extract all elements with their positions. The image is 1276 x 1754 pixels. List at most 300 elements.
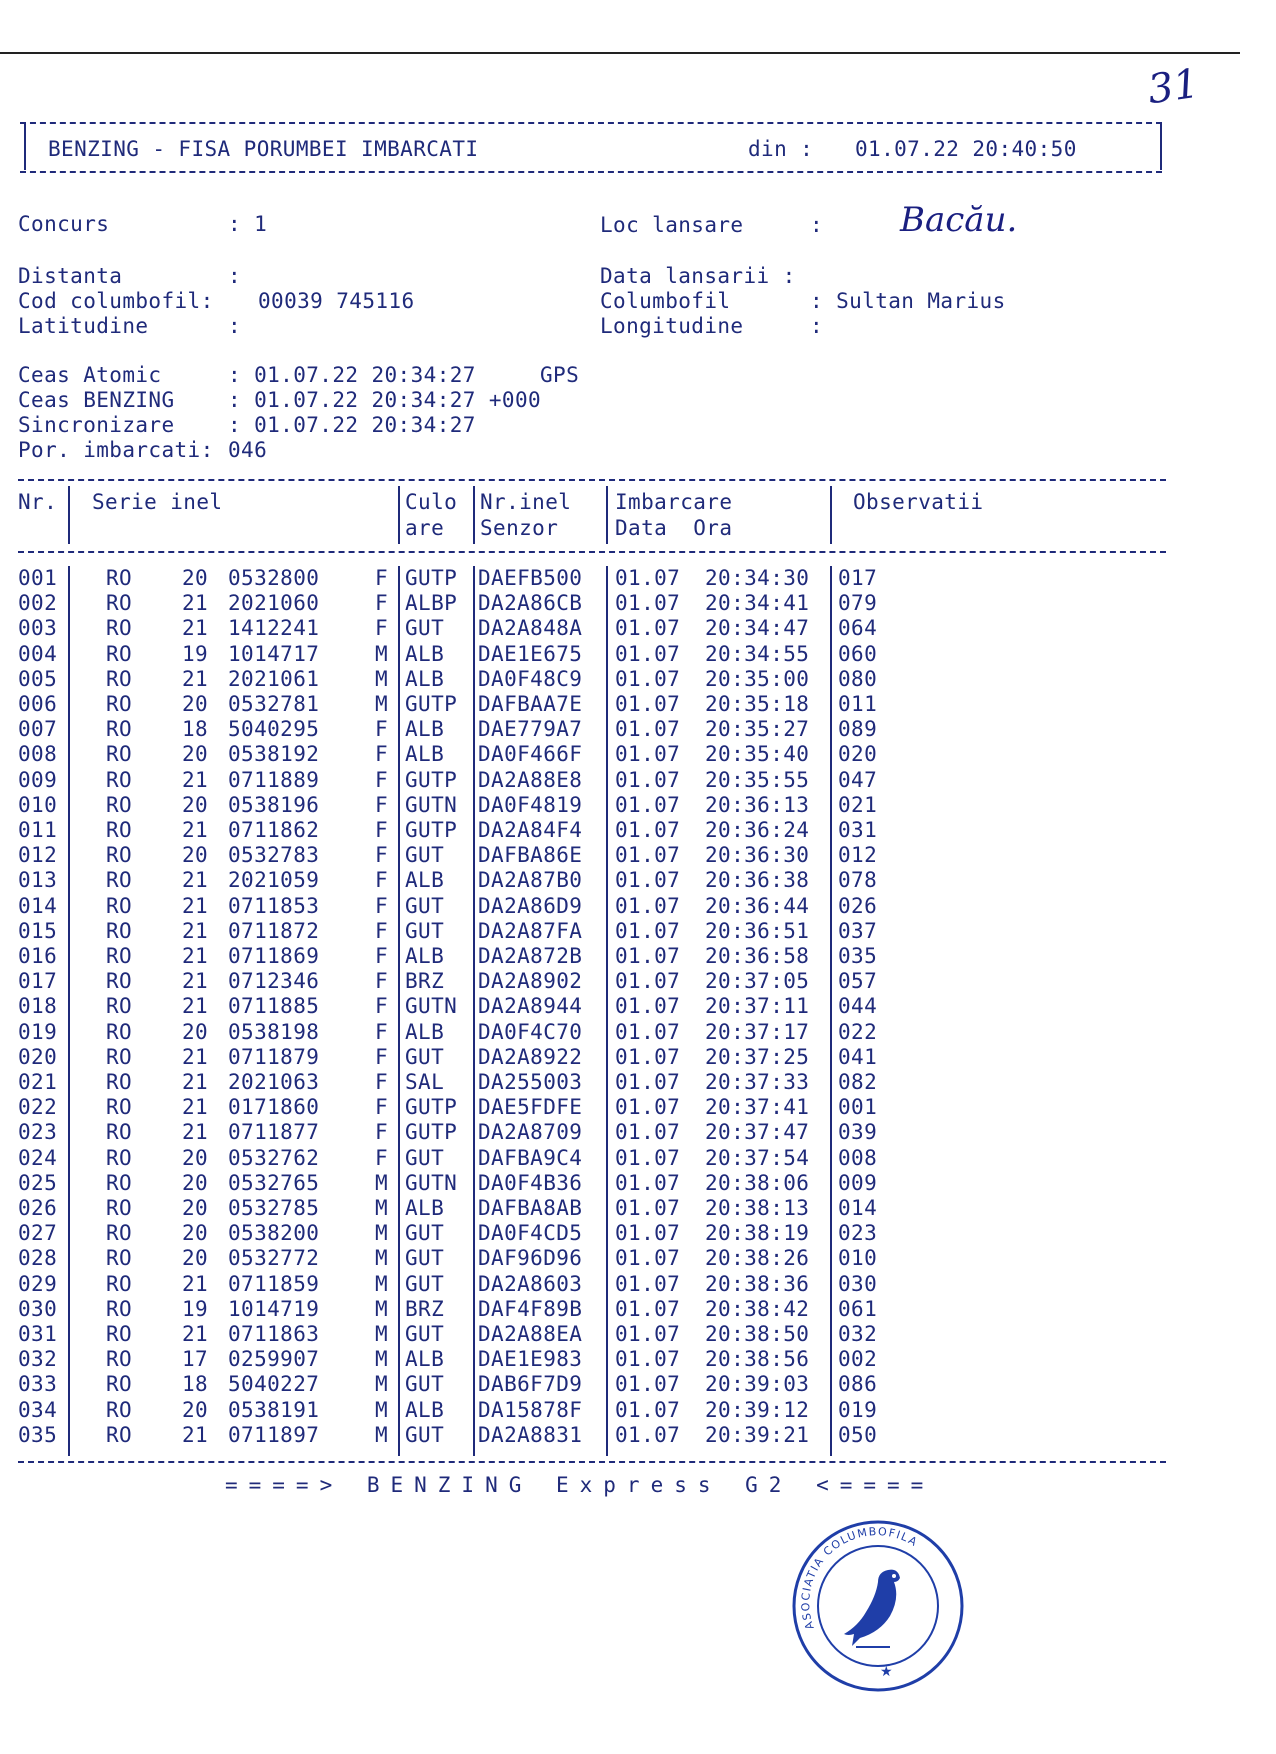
col-header-senzor: Senzor <box>480 516 559 540</box>
cell-sex: F <box>375 868 389 893</box>
cell-inel: 0711877 <box>228 1120 320 1145</box>
cell-culoare: GUT <box>405 1145 445 1170</box>
cell-data: 01.07 <box>615 1145 681 1170</box>
cell-culoare: ALBP <box>405 591 458 616</box>
cell-data: 01.07 <box>615 591 681 616</box>
cell-senzor: DAFBA8AB <box>478 1196 583 1220</box>
cell-tara: RO <box>106 1070 133 1094</box>
cell-obs: 089 <box>838 717 878 742</box>
cell-ora: 20:37:11 <box>705 994 810 1019</box>
cell-inel: 0711859 <box>228 1271 320 1296</box>
cell-ora: 20:38:13 <box>705 1196 810 1220</box>
cell-data: 01.07 <box>615 566 681 590</box>
cell-sex: F <box>375 1095 389 1120</box>
distanta-label: Distanta <box>18 264 123 288</box>
cell-data: 01.07 <box>615 893 681 918</box>
cell-sex: F <box>375 818 389 842</box>
table-header-top-rule <box>18 479 1166 481</box>
cell-data: 01.07 <box>615 1246 681 1271</box>
cell-senzor: DA2A87FA <box>478 918 583 943</box>
cell-obs: 057 <box>838 969 878 994</box>
col-rule-1-head <box>68 486 70 544</box>
cell-inel: 0711879 <box>228 1044 320 1069</box>
footer-text: ====> BENZING Express G2 <==== <box>225 1473 935 1497</box>
cell-culoare: ALB <box>405 1196 445 1220</box>
cell-nr: 004 <box>18 641 58 666</box>
cell-inel: 0711863 <box>228 1322 320 1346</box>
cell-ora: 20:37:33 <box>705 1070 810 1094</box>
cell-ora: 20:36:30 <box>705 843 810 868</box>
cell-data: 01.07 <box>615 1221 681 1246</box>
cell-data: 01.07 <box>615 1372 681 1397</box>
svg-text:★: ★ <box>880 1664 893 1680</box>
cell-culoare: BRZ <box>405 969 445 994</box>
cell-inel: 0711897 <box>228 1422 320 1447</box>
col-header-are: are <box>405 516 445 540</box>
cell-culoare: ALB <box>405 641 445 666</box>
cell-nr: 011 <box>18 818 58 842</box>
cell-nr: 031 <box>18 1322 58 1346</box>
cell-senzor: DA0F4C70 <box>478 1019 583 1044</box>
cell-culoare: GUT <box>405 1372 445 1397</box>
cell-an: 20 <box>182 692 209 716</box>
cell-nr: 007 <box>18 717 58 742</box>
cell-tara: RO <box>106 666 133 691</box>
cell-sex: F <box>375 792 389 817</box>
loc-lansare-label: Loc lansare <box>600 213 744 237</box>
cell-senzor: DA2A84F4 <box>478 818 583 842</box>
cell-ora: 20:34:30 <box>705 566 810 590</box>
cell-culoare: BRZ <box>405 1296 445 1321</box>
cell-data: 01.07 <box>615 717 681 742</box>
col-rule-5 <box>830 566 832 1456</box>
cell-culoare: GUTP <box>405 1095 458 1120</box>
cell-tara: RO <box>106 1120 133 1145</box>
cell-an: 21 <box>182 591 209 616</box>
cell-ora: 20:38:06 <box>705 1170 810 1195</box>
cell-ora: 20:38:36 <box>705 1271 810 1296</box>
cell-nr: 014 <box>18 893 58 918</box>
cell-inel: 0711853 <box>228 893 320 918</box>
cell-nr: 024 <box>18 1145 58 1170</box>
cell-nr: 030 <box>18 1296 58 1321</box>
cell-inel: 0711869 <box>228 944 320 968</box>
cell-ora: 20:37:25 <box>705 1044 810 1069</box>
cell-sex: F <box>375 918 389 943</box>
cell-nr: 028 <box>18 1246 58 1271</box>
cell-tara: RO <box>106 1296 133 1321</box>
cell-tara: RO <box>106 1170 133 1195</box>
ceas-atomic-label: Ceas Atomic <box>18 363 162 387</box>
cell-an: 21 <box>182 616 209 641</box>
header-box-left <box>24 122 26 170</box>
cell-sex: M <box>375 1322 389 1346</box>
cell-tara: RO <box>106 1044 133 1069</box>
cell-nr: 001 <box>18 566 58 590</box>
cell-data: 01.07 <box>615 918 681 943</box>
por-imbarcati-label: Por. imbarcati: <box>18 438 214 462</box>
loc-lansare-colon: : <box>810 213 824 237</box>
cell-obs: 080 <box>838 666 878 691</box>
svg-text:ASOCIATIA COLUMBOFILA <box>799 1525 920 1631</box>
distanta-colon: : <box>228 264 242 288</box>
cell-tara: RO <box>106 1095 133 1120</box>
cell-ora: 20:37:54 <box>705 1145 810 1170</box>
cell-sex: M <box>375 1196 389 1220</box>
cell-an: 20 <box>182 1196 209 1220</box>
cell-culoare: GUT <box>405 616 445 641</box>
col-rule-1 <box>68 566 70 1456</box>
cell-tara: RO <box>106 742 133 767</box>
stamp-text: ASOCIATIA COLUMBOFILA <box>799 1525 921 1632</box>
cell-data: 01.07 <box>615 868 681 893</box>
din-label: din : <box>748 137 814 161</box>
cell-culoare: GUT <box>405 918 445 943</box>
cell-data: 01.07 <box>615 843 681 868</box>
cell-tara: RO <box>106 1145 133 1170</box>
cell-sex: F <box>375 1044 389 1069</box>
cell-sex: F <box>375 717 389 742</box>
cell-tara: RO <box>106 918 133 943</box>
cell-ora: 20:36:24 <box>705 818 810 842</box>
cell-an: 20 <box>182 792 209 817</box>
cell-nr: 026 <box>18 1196 58 1220</box>
cell-obs: 082 <box>838 1070 878 1094</box>
col-header-serie: Serie inel <box>92 490 223 514</box>
cell-senzor: DAFBA9C4 <box>478 1145 583 1170</box>
cell-tara: RO <box>106 944 133 968</box>
cell-data: 01.07 <box>615 792 681 817</box>
cell-an: 21 <box>182 969 209 994</box>
cell-obs: 019 <box>838 1397 878 1422</box>
table-bottom-rule <box>18 1461 1166 1463</box>
cell-an: 20 <box>182 566 209 590</box>
cell-inel: 5040227 <box>228 1372 320 1397</box>
cell-tara: RO <box>106 818 133 842</box>
col-rule-4-head <box>606 486 608 544</box>
cell-ora: 20:38:50 <box>705 1322 810 1346</box>
cell-tara: RO <box>106 1221 133 1246</box>
latitudine-label: Latitudine <box>18 314 149 338</box>
cell-an: 21 <box>182 1095 209 1120</box>
cell-an: 20 <box>182 843 209 868</box>
cell-sex: M <box>375 1246 389 1271</box>
cell-obs: 079 <box>838 591 878 616</box>
cell-inel: 0711889 <box>228 767 320 792</box>
data-lansarii-label: Data lansarii : <box>600 264 796 288</box>
cell-sex: F <box>375 616 389 641</box>
cell-an: 20 <box>182 1397 209 1422</box>
cell-ora: 20:36:51 <box>705 918 810 943</box>
cell-nr: 018 <box>18 994 58 1019</box>
cell-inel: 2021060 <box>228 591 320 616</box>
col-header-observatii: Observatii <box>853 490 984 514</box>
cell-data: 01.07 <box>615 1196 681 1220</box>
cell-sex: F <box>375 994 389 1019</box>
cell-senzor: DA2A87B0 <box>478 868 583 893</box>
cell-an: 21 <box>182 1322 209 1346</box>
cell-ora: 20:36:38 <box>705 868 810 893</box>
cell-inel: 2021059 <box>228 868 320 893</box>
cell-an: 21 <box>182 1070 209 1094</box>
cell-senzor: DA2A8902 <box>478 969 583 994</box>
cell-obs: 011 <box>838 692 878 716</box>
cell-ora: 20:37:47 <box>705 1120 810 1145</box>
top-rule <box>0 52 1240 54</box>
cell-inel: 2021063 <box>228 1070 320 1094</box>
cell-tara: RO <box>106 1271 133 1296</box>
col-header-nrinel: Nr.inel <box>480 490 572 514</box>
cell-culoare: ALB <box>405 944 445 968</box>
cell-inel: 0532765 <box>228 1170 320 1195</box>
cell-an: 19 <box>182 641 209 666</box>
cell-culoare: GUTP <box>405 566 458 590</box>
cell-an: 20 <box>182 1246 209 1271</box>
cell-obs: 026 <box>838 893 878 918</box>
cell-culoare: GUTN <box>405 792 458 817</box>
cell-culoare: GUT <box>405 1271 445 1296</box>
cell-nr: 020 <box>18 1044 58 1069</box>
cell-data: 01.07 <box>615 1120 681 1145</box>
cell-tara: RO <box>106 1246 133 1271</box>
longitudine-label: Longitudine <box>600 314 744 338</box>
cell-inel: 0712346 <box>228 969 320 994</box>
cell-senzor: DA2A88EA <box>478 1322 583 1346</box>
cell-ora: 20:37:17 <box>705 1019 810 1044</box>
cell-sex: F <box>375 1019 389 1044</box>
cell-senzor: DA2A86CB <box>478 591 583 616</box>
cell-inel: 0532783 <box>228 843 320 868</box>
cell-nr: 025 <box>18 1170 58 1195</box>
cell-data: 01.07 <box>615 767 681 792</box>
cell-senzor: DA0F4819 <box>478 792 583 817</box>
cell-tara: RO <box>106 1422 133 1447</box>
cell-ora: 20:35:40 <box>705 742 810 767</box>
cod-columbofil-value: 00039 745116 <box>258 289 415 313</box>
cell-data: 01.07 <box>615 818 681 842</box>
col-rule-5-head <box>830 486 832 544</box>
cell-sex: F <box>375 1145 389 1170</box>
cell-senzor: DA0F48C9 <box>478 666 583 691</box>
cell-data: 01.07 <box>615 666 681 691</box>
cell-obs: 037 <box>838 918 878 943</box>
cell-obs: 017 <box>838 566 878 590</box>
cell-data: 01.07 <box>615 1044 681 1069</box>
cell-sex: F <box>375 1120 389 1145</box>
cell-nr: 035 <box>18 1422 58 1447</box>
cell-senzor: DA2A8831 <box>478 1422 583 1447</box>
cell-culoare: GUT <box>405 1422 445 1447</box>
cell-an: 21 <box>182 944 209 968</box>
cell-culoare: GUT <box>405 1044 445 1069</box>
cell-inel: 0532800 <box>228 566 320 590</box>
cell-an: 21 <box>182 1422 209 1447</box>
cell-data: 01.07 <box>615 1347 681 1372</box>
cell-senzor: DAB6F7D9 <box>478 1372 583 1397</box>
cell-obs: 039 <box>838 1120 878 1145</box>
cell-sex: M <box>375 1271 389 1296</box>
cell-sex: M <box>375 1296 389 1321</box>
cell-obs: 008 <box>838 1145 878 1170</box>
cell-inel: 2021061 <box>228 666 320 691</box>
cell-data: 01.07 <box>615 1170 681 1195</box>
cell-sex: F <box>375 742 389 767</box>
cell-senzor: DAFBA86E <box>478 843 583 868</box>
cell-an: 19 <box>182 1296 209 1321</box>
cell-obs: 002 <box>838 1347 878 1372</box>
cell-sex: M <box>375 1397 389 1422</box>
cell-inel: 1014717 <box>228 641 320 666</box>
cell-an: 17 <box>182 1347 209 1372</box>
cell-data: 01.07 <box>615 616 681 641</box>
cell-senzor: DA2A8922 <box>478 1044 583 1069</box>
cell-senzor: DAE779A7 <box>478 717 583 742</box>
cell-obs: 032 <box>838 1322 878 1346</box>
cell-tara: RO <box>106 641 133 666</box>
cell-sex: M <box>375 1347 389 1372</box>
cell-inel: 0711872 <box>228 918 320 943</box>
cell-an: 21 <box>182 1044 209 1069</box>
cell-nr: 029 <box>18 1271 58 1296</box>
cell-inel: 0538196 <box>228 792 320 817</box>
cell-culoare: GUT <box>405 843 445 868</box>
cell-culoare: GUT <box>405 893 445 918</box>
header-box-bottom <box>20 171 1162 173</box>
cell-sex: F <box>375 591 389 616</box>
cell-nr: 022 <box>18 1095 58 1120</box>
cell-senzor: DA2A8709 <box>478 1120 583 1145</box>
cell-tara: RO <box>106 868 133 893</box>
cell-data: 01.07 <box>615 994 681 1019</box>
cell-sex: F <box>375 566 389 590</box>
cell-an: 20 <box>182 742 209 767</box>
cell-nr: 008 <box>18 742 58 767</box>
cell-an: 20 <box>182 1019 209 1044</box>
cell-tara: RO <box>106 566 133 590</box>
sincronizare-value: : 01.07.22 20:34:27 <box>228 413 476 437</box>
cell-nr: 012 <box>18 843 58 868</box>
cell-ora: 20:36:44 <box>705 893 810 918</box>
cell-inel: 0538191 <box>228 1397 320 1422</box>
cell-obs: 050 <box>838 1422 878 1447</box>
cell-an: 20 <box>182 1221 209 1246</box>
ceas-atomic-suffix: GPS <box>540 363 580 387</box>
col-header-data-ora: Data Ora <box>615 516 733 540</box>
cell-tara: RO <box>106 893 133 918</box>
stamp-graphic <box>790 1518 966 1694</box>
cell-inel: 0532785 <box>228 1196 320 1220</box>
cell-nr: 033 <box>18 1372 58 1397</box>
cell-senzor: DAE1E675 <box>478 641 583 666</box>
cell-culoare: ALB <box>405 1397 445 1422</box>
cell-sex: F <box>375 767 389 792</box>
page-title: BENZING - FISA PORUMBEI IMBARCATI <box>48 137 479 161</box>
cell-nr: 017 <box>18 969 58 994</box>
cell-obs: 035 <box>838 944 878 968</box>
cell-ora: 20:35:27 <box>705 717 810 742</box>
cell-tara: RO <box>106 767 133 792</box>
loc-lansare-handwritten: Bacău. <box>900 200 1018 240</box>
cell-sex: M <box>375 1372 389 1397</box>
cell-culoare: GUT <box>405 1246 445 1271</box>
cell-an: 21 <box>182 666 209 691</box>
cell-data: 01.07 <box>615 1070 681 1094</box>
cell-ora: 20:39:21 <box>705 1422 810 1447</box>
cell-senzor: DAEFB500 <box>478 566 583 590</box>
col-rule-2-head <box>398 486 400 544</box>
cell-obs: 060 <box>838 641 878 666</box>
cell-tara: RO <box>106 1347 133 1372</box>
cell-data: 01.07 <box>615 1019 681 1044</box>
ceas-benzing-value: : 01.07.22 20:34:27 +000 <box>228 388 542 412</box>
cell-senzor: DAE5FDFE <box>478 1095 583 1120</box>
cell-inel: 0538192 <box>228 742 320 767</box>
col-header-culo: Culo <box>405 490 458 514</box>
cell-ora: 20:39:12 <box>705 1397 810 1422</box>
cell-an: 20 <box>182 1145 209 1170</box>
cell-obs: 010 <box>838 1246 878 1271</box>
cell-obs: 061 <box>838 1296 878 1321</box>
cell-data: 01.07 <box>615 1422 681 1447</box>
cell-obs: 023 <box>838 1221 878 1246</box>
cell-nr: 032 <box>18 1347 58 1372</box>
cell-obs: 022 <box>838 1019 878 1044</box>
cell-culoare: GUT <box>405 1322 445 1346</box>
cell-an: 21 <box>182 818 209 842</box>
cell-ora: 20:35:18 <box>705 692 810 716</box>
cell-nr: 005 <box>18 666 58 691</box>
cell-inel: 0532772 <box>228 1246 320 1271</box>
ceas-atomic-value: : 01.07.22 20:34:27 <box>228 363 476 387</box>
cell-sex: F <box>375 1070 389 1094</box>
cell-an: 20 <box>182 1170 209 1195</box>
header-box-right <box>1160 122 1162 170</box>
cell-senzor: DA2A86D9 <box>478 893 583 918</box>
cell-an: 21 <box>182 918 209 943</box>
cell-nr: 006 <box>18 692 58 716</box>
cell-an: 21 <box>182 767 209 792</box>
din-value: 01.07.22 20:40:50 <box>855 137 1077 161</box>
cell-data: 01.07 <box>615 944 681 968</box>
cell-data: 01.07 <box>615 1322 681 1346</box>
latitudine-colon: : <box>228 314 242 338</box>
longitudine-colon: : <box>810 314 824 338</box>
concurs-value: : 1 <box>228 212 268 236</box>
cell-nr: 015 <box>18 918 58 943</box>
col-rule-3-head <box>473 486 475 544</box>
cell-tara: RO <box>106 692 133 716</box>
cell-obs: 041 <box>838 1044 878 1069</box>
cell-sex: F <box>375 969 389 994</box>
cell-culoare: SAL <box>405 1070 445 1094</box>
cell-sex: M <box>375 641 389 666</box>
cell-obs: 001 <box>838 1095 878 1120</box>
ceas-benzing-label: Ceas BENZING <box>18 388 175 412</box>
col-rule-4 <box>606 566 608 1456</box>
cell-culoare: ALB <box>405 666 445 691</box>
cell-culoare: GUTP <box>405 818 458 842</box>
cell-ora: 20:36:58 <box>705 944 810 968</box>
cell-senzor: DAF4F89B <box>478 1296 583 1321</box>
cell-senzor: DA0F466F <box>478 742 583 767</box>
cell-ora: 20:37:41 <box>705 1095 810 1120</box>
cell-ora: 20:38:42 <box>705 1296 810 1321</box>
cell-obs: 014 <box>838 1196 878 1220</box>
cell-tara: RO <box>106 1019 133 1044</box>
cell-senzor: DA0F4B36 <box>478 1170 583 1195</box>
concurs-label: Concurs <box>18 212 110 236</box>
table-header-bottom-rule <box>18 551 1166 553</box>
